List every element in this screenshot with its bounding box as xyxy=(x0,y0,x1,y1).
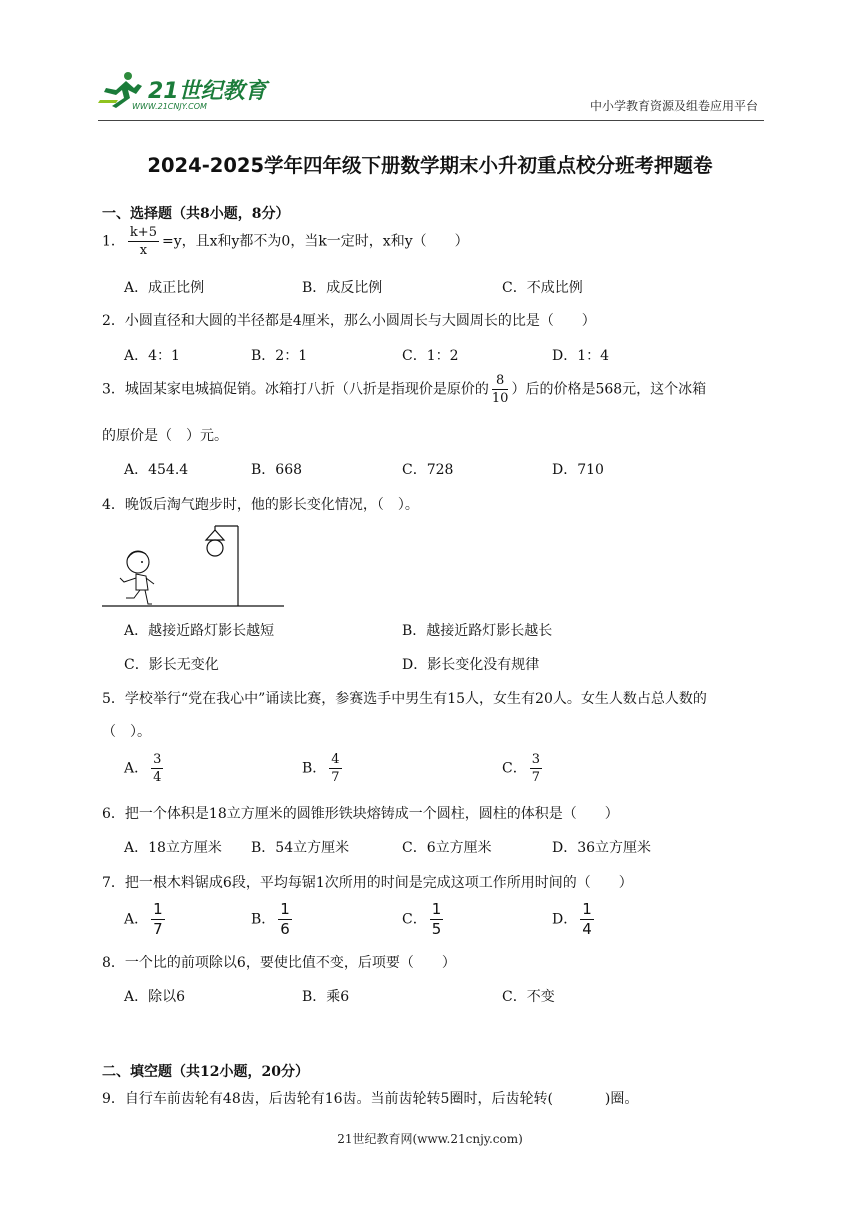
fraction xyxy=(151,753,163,784)
fraction-numerator: 1 xyxy=(431,900,442,918)
fraction-denominator: 7 xyxy=(331,770,340,785)
q5-option-b xyxy=(302,753,345,784)
q4-option-d: D．影长变化没有规律 xyxy=(402,657,540,673)
fraction-numerator: 3 xyxy=(153,752,162,767)
q2-option-c: C．1：2 xyxy=(402,348,459,364)
q1-option-c: C．不成比例 xyxy=(502,280,583,296)
q4-option-c: C．影长无变化 xyxy=(124,657,219,673)
fraction-denominator: x xyxy=(139,243,148,258)
running-boy-lamp-figure xyxy=(100,518,290,610)
q3-option-b: B．668 xyxy=(251,462,303,478)
q1-option-a: A．成正比例 xyxy=(124,280,205,296)
option-label: C． xyxy=(502,760,527,777)
question-text: =y，且x和y都不为0，当k一定时，x和y（ ） xyxy=(161,233,469,250)
fraction-numerator: 4 xyxy=(331,752,340,767)
question-5: 5．学校举行“党在我心中”诵读比赛，参赛选手中男生有15人，女生有20人。女生人数占总人数的 xyxy=(102,691,707,707)
q6-option-b: B．54立方厘米 xyxy=(251,840,350,856)
page-title: 2024-2025学年四年级下册数学期末小升初重点校分班考押题卷 xyxy=(147,154,713,177)
q3-option-d: D．710 xyxy=(552,462,604,478)
q2-option-b: B．2：1 xyxy=(251,348,308,364)
q6-option-a: A．18立方厘米 xyxy=(124,840,222,856)
option-label: B． xyxy=(251,911,276,928)
fraction xyxy=(128,226,159,257)
section-heading-choice: 一、选择题（共8小题，8分） xyxy=(102,206,290,222)
fraction-numerator: 1 xyxy=(153,900,163,918)
fraction xyxy=(580,902,594,937)
question-text: 9．自行车前齿轮有48齿，后齿轮有16齿。当前齿轮转5圈时，后齿轮转( xyxy=(102,1091,553,1107)
question-number: 1． xyxy=(102,233,125,250)
fraction xyxy=(430,902,444,937)
question-5-line2: （ ）。 xyxy=(102,724,151,740)
q2-option-a: A．4：1 xyxy=(124,348,180,364)
logo-text: 21世纪教育 xyxy=(148,79,267,104)
header-divider xyxy=(98,120,764,121)
q7-option-a xyxy=(124,902,168,937)
question-9 xyxy=(102,1088,638,1108)
fraction-denominator: 10 xyxy=(491,391,509,406)
q8-option-b: B．乘6 xyxy=(302,989,350,1005)
q7-option-d xyxy=(552,902,597,937)
q5-option-c xyxy=(502,753,545,784)
question-4: 4．晚饭后淘气跑步时，他的影长变化情况，（ ）。 xyxy=(102,497,419,513)
fraction xyxy=(151,902,165,937)
fraction-numerator: 3 xyxy=(531,752,540,767)
fraction-denominator: 4 xyxy=(153,770,162,785)
q2-option-d: D．1：4 xyxy=(552,348,610,364)
q4-option-a: A．越接近路灯影长越短 xyxy=(124,623,275,639)
fraction-denominator: 6 xyxy=(280,920,290,938)
question-6: 6．把一个体积是18立方厘米的圆锥形铁块熔铸成一个圆柱，圆柱的体积是（ ） xyxy=(102,806,619,822)
fraction-numerator: 1 xyxy=(582,900,592,918)
question-text: 3．城固某家电城搞促销。冰箱打八折（八折是指现价是原价的 xyxy=(102,381,489,398)
question-text-cont: )圈。 xyxy=(604,1091,639,1107)
q6-option-c: C．6立方厘米 xyxy=(402,840,492,856)
fraction-denominator: 4 xyxy=(582,920,592,938)
logo xyxy=(98,70,268,118)
q7-option-b xyxy=(251,902,295,937)
option-label: A． xyxy=(124,760,149,777)
question-1 xyxy=(102,226,469,257)
option-label: D． xyxy=(552,911,578,928)
fraction-denominator: 7 xyxy=(531,770,540,785)
fraction-denominator: 7 xyxy=(153,920,163,938)
option-label: C． xyxy=(402,911,427,928)
fraction xyxy=(278,902,292,937)
q8-option-a: A．除以6 xyxy=(124,989,186,1005)
fraction-numerator: 1 xyxy=(280,900,290,918)
q7-option-c xyxy=(402,902,446,937)
question-7: 7．把一根木料锯成6段，平均每锯1次所用的时间是完成这项工作所用时间的（ ） xyxy=(102,875,633,891)
question-2: 2．小圆直径和大圆的半径都是4厘米，那么小圆周长与大圆周长的比是（ ） xyxy=(102,313,596,329)
section-heading-fill: 二、填空题（共12小题，20分） xyxy=(102,1064,309,1080)
q1-option-b: B．成反比例 xyxy=(302,280,383,296)
question-3 xyxy=(102,374,706,405)
fraction xyxy=(530,753,542,784)
option-label: B． xyxy=(302,760,327,777)
question-3-line2: 的原价是（ ）元。 xyxy=(102,428,228,444)
q5-option-a xyxy=(124,753,166,784)
fraction-denominator: 5 xyxy=(431,920,442,938)
q8-option-c: C．不变 xyxy=(502,989,555,1005)
page-footer: 21世纪教育网(www.21cnjy.com) xyxy=(337,1132,523,1146)
option-label: A． xyxy=(124,911,149,928)
platform-label: 中小学教育资源及组卷应用平台 xyxy=(589,99,758,113)
q4-option-b: B．越接近路灯影长越长 xyxy=(402,623,553,639)
logo-url: WWW.21CNJY.COM xyxy=(132,102,207,111)
q6-option-d: D．36立方厘米 xyxy=(552,840,652,856)
fraction-numerator: k+5 xyxy=(129,225,157,240)
question-text-cont: ）后的价格是568元，这个冰箱 xyxy=(511,381,707,398)
q3-option-a: A．454.4 xyxy=(124,462,189,478)
fraction xyxy=(492,374,509,405)
question-8: 8．一个比的前项除以6，要使比值不变，后项要（ ） xyxy=(102,955,456,971)
fraction-numerator: 8 xyxy=(492,374,509,390)
q3-option-c: C．728 xyxy=(402,462,454,478)
fraction xyxy=(329,753,341,784)
